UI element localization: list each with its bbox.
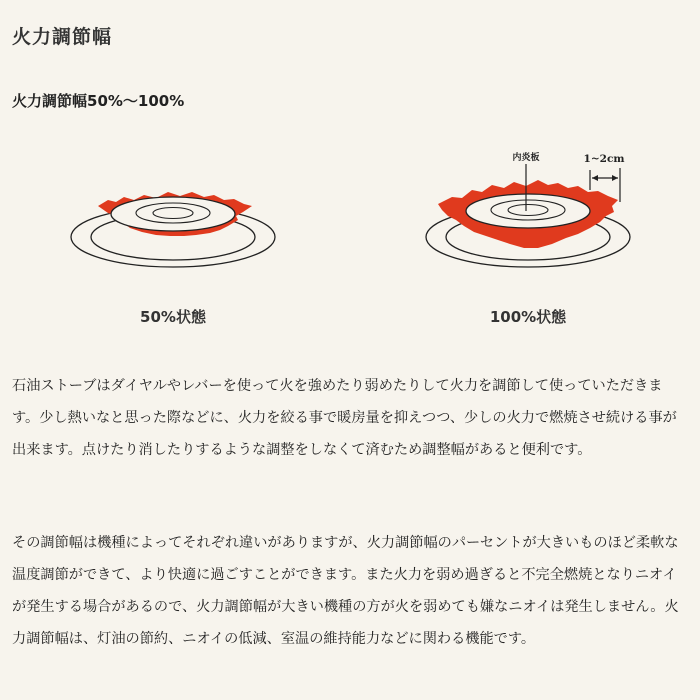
body-paragraph-1: 石油ストーブはダイヤルやレバーを使って火を強めたり弱めたりして火力を調節して使っていただきます。少し熱いなと思った際などに、火力を絞る事で暖房量を抑えつつ、少しの火力で燃焼させ続ける事が出来ます。点けたり消したりするような調整をしなくて済むため調整幅があると便利です。 (12, 378, 677, 458)
inner-plate-50 (111, 197, 235, 231)
inner-plate-100 (466, 194, 590, 228)
burner-50-illustration (71, 192, 275, 267)
burner-100-illustration (426, 151, 630, 267)
inner-plate-label: 内炎板 (512, 153, 540, 163)
body-paragraph-2: その調節幅は機種によってそれぞれ違いがありますが、火力調節幅のパーセントが大きいものほど柔軟な温度調節ができて、より快適に過ごすことができます。また火力を弱め過ぎると不完全燃焼となりニオイが発生する場合があるので、火力調節幅が大きい機種の方が火を弱めても嫌なニオイは発生しません。火力調節幅は、灯油の節約、ニオイの低減、室温の維持能力などに関わる機能です。 (12, 535, 679, 647)
gap-arrow-left-icon (592, 175, 598, 181)
caption-100-state: 100%状態 (489, 308, 567, 326)
page-title: 火力調節幅 (12, 26, 113, 48)
flame-illustration (0, 140, 700, 340)
caption-50-state: 50%状態 (140, 308, 206, 326)
gap-label: 1~2cm (583, 153, 625, 165)
gap-arrow-right-icon (612, 175, 618, 181)
section-subtitle: 火力調節幅50%～100% (12, 92, 185, 110)
